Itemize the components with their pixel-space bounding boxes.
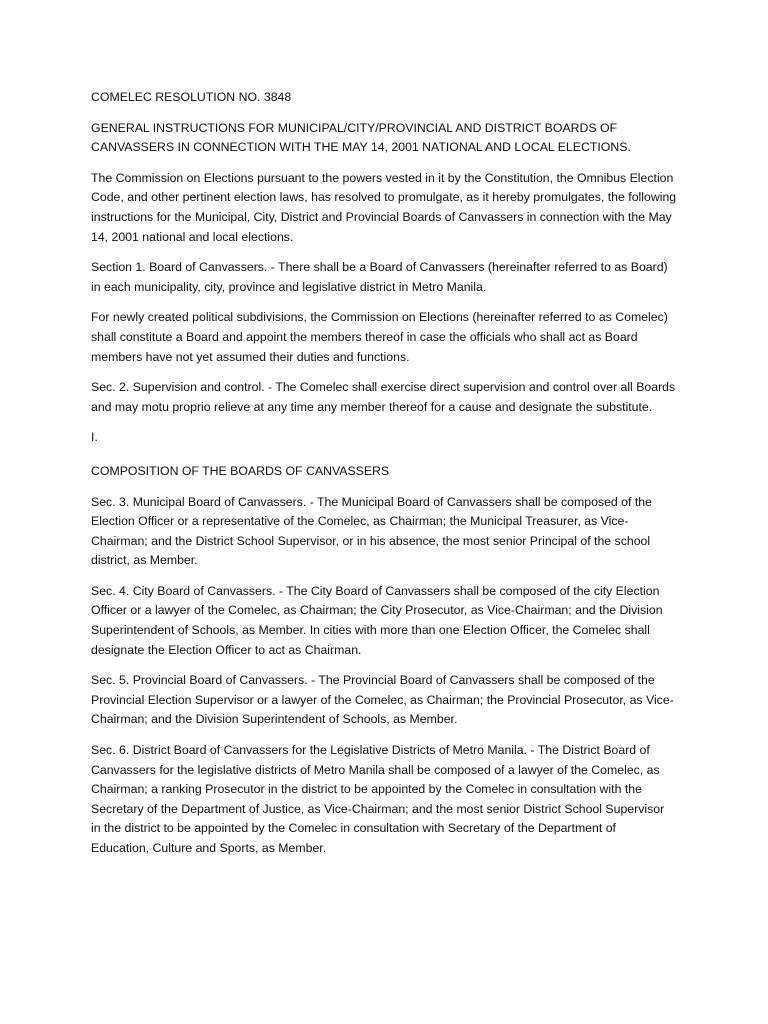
document-title: COMELEC RESOLUTION NO. 3848 — [91, 90, 292, 104]
section-4-paragraph: Sec. 4. City Board of Canvassers. - The City Board of Canvassers shall be composed of the city Election Officer or a lawyer of the Comelec, as Chairman; the City Prosecutor, as Vice-Chairman; and the Division Superintendent of Schools, as Member. In cities with more than one Election Officer, the Comelec shall designate the Election Officer to act as Chairman. — [91, 583, 663, 657]
section-1-paragraph: Section 1. Board of Canvassers. - There shall be a Board of Canvassers (hereinafter referred to as Board) in each municipality, city, province and legislative district in Metro Manila. — [91, 260, 668, 294]
section-1-second-paragraph: For newly created political subdivisions, the Commission on Elections (hereinafter referred to as Comelec) shall constitute a Board and appoint the members thereof in case the officials who shall act as Board members have not yet assumed their duties and functions. — [91, 310, 668, 364]
section-5-paragraph: Sec. 5. Provincial Board of Canvassers. - The Provincial Board of Canvassers shall be composed of the Provincial Election Supervisor or a lawyer of the Comelec, as Chairman; the Provincial Prosecutor, as Vice-Chairman; and the Division Superintendent of Schools, as Member. — [91, 673, 674, 727]
section-6-paragraph: Sec. 6. District Board of Canvassers for the Legislative Districts of Metro Manila. - The District Board of Canvassers for the legislative districts of Metro Manila shall be composed of a lawyer of the Comelec, as Chairman; a ranking Prosecutor in the district to be appointed by the Comelec in consultation with the Secretary of the Department of Justice, as Vice-Chairman; and the most senior District School Supervisor in the district to be appointed by the Comelec in consultation with Secretary of the Department of Education, Culture and Sports, as Member. — [91, 743, 665, 855]
part-numeral: I. — [91, 430, 98, 445]
document-body — [91, 88, 677, 870]
part-heading: COMPOSITION OF THE BOARDS OF CANVASSERS — [91, 463, 390, 478]
section-2-paragraph: Sec. 2. Supervision and control. - The Comelec shall exercise direct supervision and control over all Boards and may motu proprio relieve at any time any member thereof for a cause and designate the substitute. — [91, 380, 676, 414]
section-3-paragraph: Sec. 3. Municipal Board of Canvassers. - The Municipal Board of Canvassers shall be composed of the Election Officer or a representative of the Comelec, as Chairman; the Municipal Treasurer, as Vice-Chairman; and the District School Supervisor, or in his absence, the most senior Principal of the school district, as Member. — [91, 494, 652, 568]
intro-paragraph: The Commission on Elections pursuant to the powers vested in it by the Constitution, the Omnibus Election Code, and other pertinent election laws, has resolved to promulgate, as it hereby promulgates, the following instructions for the Municipal, City, District and Provincial Boards of Canvassers in connection with the May 14, 2001 national and local elections. — [91, 170, 677, 244]
document-heading: GENERAL INSTRUCTIONS FOR MUNICIPAL/CITY/PROVINCIAL AND DISTRICT BOARDS OF CANVASSERS IN CONNECTION WITH THE MAY 14, 2001 NATIONAL AND LOCAL ELECTIONS. — [91, 120, 631, 155]
